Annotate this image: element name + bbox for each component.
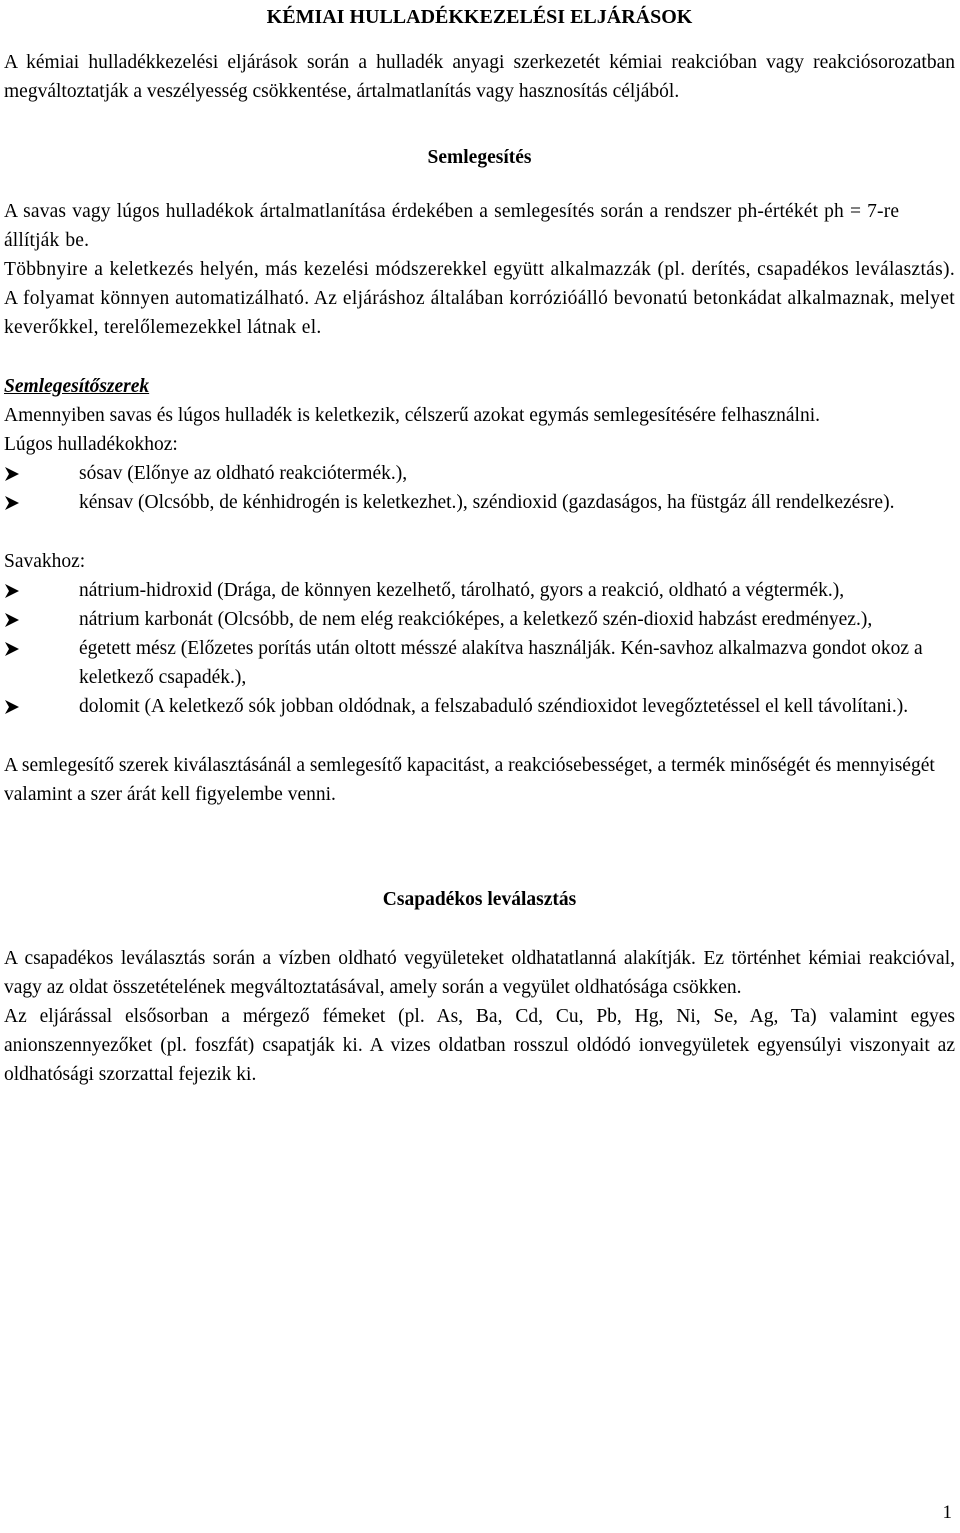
section-heading-csapadekos: Csapadékos leválasztás — [382, 889, 577, 910]
list-item-text: dolomit (A keletkező sók jobban oldódnak, a felszabaduló széndioxidot levegőztetéssel el kell távolítani.). — [79, 696, 909, 717]
semlegesites-paragraph-2: Többnyire a keletkezés helyén, más kezelési módszerekkel együtt alkalmazzák (pl. derítés, csapadékos leválasztás). A folyamat könnyen automatizálható. Az eljáráshoz általában korrózióálló bevonatú betonkádat alkalmaznak, melyet keverőkkel, terelőlemezekkel látnak el. — [4, 259, 955, 338]
semlegesites-paragraph-1: A savas vagy lúgos hulladékok ártalmatlanítása érdekében a semlegesítés során a rendszer ph-értékét ph = 7-re állítják be. — [4, 201, 900, 251]
list-item-text: sósav (Előnye az oldható reakciótermék.), — [79, 463, 408, 484]
list-item — [4, 692, 955, 721]
list-item-text: nátrium karbonát (Olcsóbb, de nem elég reakcióképes, a keletkező szén-dioxid habzást eredményez.), — [79, 609, 873, 630]
list-item-text: nátrium-hidroxid (Drága, de könnyen kezelhető, tárolható, gyors a reakció, oldható a végtermék.), — [79, 580, 845, 601]
arrow-bullet-icon — [4, 692, 24, 721]
list-item — [4, 488, 955, 517]
list-item — [4, 459, 955, 488]
arrow-bullet-icon — [4, 605, 24, 634]
document-title: KÉMIAI HULLADÉKKEZELÉSI ELJÁRÁSOK — [266, 6, 693, 28]
list-item — [4, 634, 955, 692]
arrow-bullet-icon — [4, 576, 24, 605]
list-item-text: égetett mész (Előzetes porítás után oltott mésszé alakítva használják. Kén-savhoz alkalmazva gondot okoz a keletkező csapadék.), — [79, 638, 923, 688]
lugos-list — [4, 459, 955, 517]
arrow-bullet-icon — [4, 459, 24, 488]
savas-label: Savakhoz: — [4, 551, 86, 572]
savas-list — [4, 576, 955, 721]
list-item-text: kénsav (Olcsóbb, de kénhidrogén is keletkezhet.), széndioxid (gazdaságos, ha füstgáz áll rendelkezésre). — [79, 492, 895, 513]
section-heading-semlegesitoszerek: Semlegesítőszerek — [4, 376, 150, 397]
csapadekos-paragraph-2: Az eljárással elsősorban a mérgező fémeket (pl. As, Ba, Cd, Cu, Pb, Hg, Ni, Se, Ag, Ta) valamint egyes anionszennyezőket (pl. foszfát) csapatják ki. A vizes oldatban rosszul oldódó ionvegyületek egyensúlyi viszonyait az oldhatósági szorzattal fejezik ki. — [4, 1006, 955, 1085]
semlegesitoszerek-paragraph: Amennyiben savas és lúgos hulladék is keletkezik, célszerű azokat egymás semlegesítésére felhasználni. — [4, 405, 821, 426]
document-page — [4, 0, 955, 1089]
csapadekos-paragraph-1: A csapadékos leválasztás során a vízben oldható vegyületeket oldhatatlanná alakítják. Ez történhet kémiai reakcióval, vagy az oldat összetételének megváltoztatásával, amely során a vegyület oldhatósága csökken. — [4, 948, 955, 998]
arrow-bullet-icon — [4, 488, 24, 517]
arrow-bullet-icon — [4, 634, 24, 663]
section-heading-semlegesites: Semlegesítés — [427, 147, 532, 168]
list-item — [4, 576, 955, 605]
list-item — [4, 605, 955, 634]
intro-paragraph: A kémiai hulladékkezelési eljárások során a hulladék anyagi szerkezetét kémiai reakcióban vagy reakciósorozatban megváltoztatják a veszélyesség csökkentése, ártalmatlanítás vagy hasznosítás céljából. — [4, 52, 955, 102]
semlegesitoszerek-conclusion: A semlegesítő szerek kiválasztásánál a semlegesítő kapacitást, a reakciósebességet, a termék minőségét és mennyiségét valamint a szer árát kell figyelembe venni. — [4, 755, 935, 805]
lugos-label: Lúgos hulladékokhoz: — [4, 434, 178, 455]
page-number: 1 — [942, 1502, 952, 1523]
